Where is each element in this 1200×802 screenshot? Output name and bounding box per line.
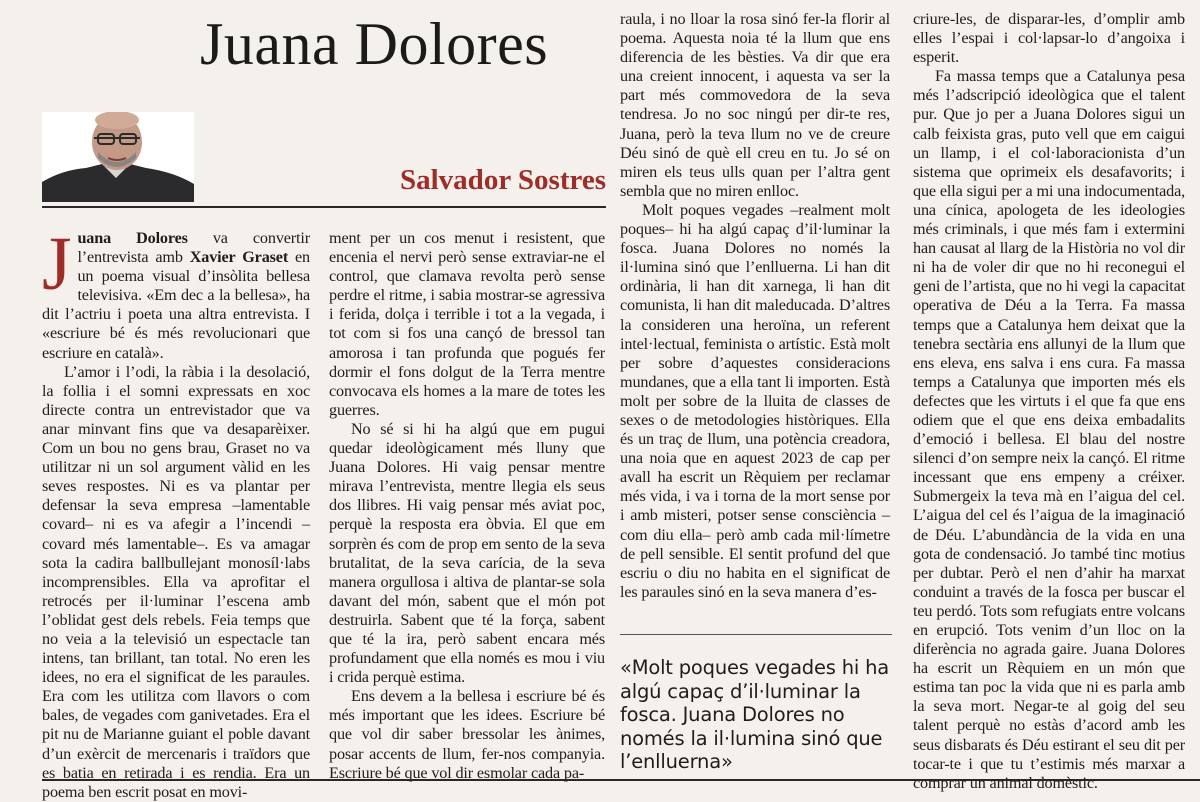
top-divider (42, 206, 606, 208)
column-4 (913, 10, 1185, 793)
body-paragraph: Molt poques vegades –realment molt poques– hi ha algú capaç d’il·luminar la fosca. Juana Dolores no només la il·lumina sinó que l’enlluerna. Li han dit ordinària, li han dit xarnega, li han dit comunista, li han dit maleducada. D’altres la consideren una heroïna, un referent intel·lectual, feminista o artístic. Està molt per sobre d’aquestes consideracions mundanes, que a ella tant li importen. Està molt per sobre de la lluita de classes de sexes o de metodologies històriques. Ella és un traç de llum, una potència creadora, una noia que en aquest 2023 de cap per avall ha escrit un Rèquiem per reclamar més vida, i va i torna de la mort sense por i amb misteri, potser sense consciència –com diu ella– però amb cada mil·límetre de pell sensible. El sentit profund del que escriu o diu no habita en el significat de les paraules sinó en la seva manera d’es- (620, 200, 890, 601)
interviewer-name: Xavier Graset (189, 248, 289, 267)
continued-paragraph: ment per un cos menut i resistent, que encenia el nervi però sense extraviar-ne el control, que clamava revolta però sense perdre el ritme, i sabia mostrar-se agressiva i ferida, dolça i terrible i tot a la vegada, i tot com si fos una cançó de bressol tan amorosa i tan profunda que pogués fer dormir el fons dolgut de la Terra mentre convocava els homes a la mare de totes les guerres. (329, 229, 605, 419)
author-photo (42, 112, 194, 202)
body-paragraph: No sé si hi ha algú que em pugui quedar ideològicament més lluny que Juana Dolores. Hi vaig pensar mentre mirava l’entrevista, mentre llegia els seus dos llibres. Hi vaig pensar més aviat poc, perquè la resposta era òbvia. El que em sorprèn és com de prop em sento de la seva brutalitat, de la seva carícia, de la seva manera orgullosa i altiva de plantar-se sola davant del món, sabent que el món pot destruirla. Sabent que té la força, sabent que té la ira, però sabent encara més profundament que ella només es mou i viu i crida perquè estima. (329, 419, 605, 687)
bottom-divider (42, 779, 1200, 781)
lead-paragraph: Juana Dolores va convertir l’entrevista amb Xavier Graset en un poema visual d’insòlita bellesa televisiva. «Em dec a la bellesa», ha dit l’actriu i poeta una altra entrevista. I «escriure bé és més revolucionari que escriure en català». (42, 222, 310, 362)
article-headline: Juana Dolores (200, 11, 549, 77)
body-paragraph: Fa massa temps que a Catalunya pesa més l’adscripció ideològica que el talent pur. Que jo per a Juana Dolores sigui un calb feixista gras, puto vell que em caigui un llamp, i el col·laboracionista d’un sistema que oprimeix els desafavorits; i que ella sigui per a mi una indocumentada, una cínica, apologeta de les ideologies més criminals, i que més fam i extermini han causat al llarg de la Història no vol dir ni ha de voler dir que no hi reconegui el geni de l’artista, que no hi vegi la capacitat operativa de Déu a la Terra. Fa massa temps que a Catalunya hem deixat que la tenebra sectària ens allunyi de la llum que ens eleva, ens salva i ens cura. Fa massa temps a Catalunya que importen més els defectes que les virtuts i el que fa que ens odiem que el que ens deixa embadalits d’emoció i bellesa. El blau del nostre silenci d’on sempre neix la cançó. El ritme incessant que ens empeny a créixer. Submergeix la teva mà en l’aigua del cel. L’aigua del cel és l’aigua de la imaginació de Déu. L’abundància de la vida en una gota de condensació. Jo també tinc motius per dubtar. Però el nen d’ahir ha marxat conduint a través de la fosca per buscar el teu perdó. Tots som refugiats entre volcans en erupció. Tots venim d’un lloc on la diferència no agrada gaire. Juana Dolores ha escrit un Rèquiem en un món que estima tan poc la vida que ni es parla amb la seva mort. Negar-te al goig del seu talent perquè no estàs d’acord amb les seus disbarats és Déu estirant el seu dit per tocar-te i que tu t’estimis més marxar a comprar un animal domèstic. (913, 67, 1185, 792)
body-paragraph: Ens devem a la bellesa i escriure bé és més important que les idees. Escriure bé que vol dir saber bressolar les ànimes, posar accents de llum, fer-nos companyia. Escriure bé que vol dir esmolar cada pa- (329, 687, 605, 782)
column-2 (329, 229, 605, 783)
continued-paragraph: raula, i no lloar la rosa sinó fer-la florir al poema. Aquesta noia té la llum que ens diferencia de les bèsties. Va dir que era una creient innocent, i aquesta va ser la part més commovedora de la seva tendresa. Jo no soc ningú per dir-te res, Juana, però la teva llum no ve de creure Déu sinó de què ell creu en tu. Jo sé on miren els teus ulls quan per l’altra gent sembla que no miren enlloc. (620, 10, 890, 200)
column-1 (42, 222, 310, 802)
author-byline: Salvador Sostres (400, 164, 606, 196)
lead-name: uana Dolores (77, 229, 188, 247)
pull-quote: «Molt poques vegades hi ha algú capaç d’il·luminar la fosca. Juana Dolores no només la il·lumina sinó que l’enlluerna» (620, 656, 890, 773)
column-3 (620, 10, 890, 602)
continued-paragraph: criure-les, de disparar-les, d’omplir amb elles l’espai i col·lapsar-lo d’angoixa i esperit. (913, 10, 1185, 67)
pullquote-divider (620, 634, 892, 635)
body-paragraph: L’amor i l’odi, la ràbia i la desolació, la follia i el somni expressats en xoc directe contra un entrevistador que va anar minvant fins que va desaparèixer. Com un bou no gens brau, Graset no va utilitzar ni un sol argument vàlid en les seves respostes. Ni es va plantar per defensar la seva empresa –lamentable covard– ni es va afegir a l’incendi –covard més lamentable–. Es va amagar sota la cadira ballbullejant monosíl·labs incomprensibles. Ella va aprofitar el retrocés per il·luminar l’escena amb l’oblidat gest dels rebels. Feia temps que no veia a la televisió un espectacle tan intens, tan brillant, tan total. No eren les idees, no era el significat de les paraules. Era com les utilitza com llavors o com bales, de vegades com ganivetades. Era el pit nu de Marianne guiant el poble davant d’un exèrcit de mercenaris i traïdors que es batia en retirada i es rendia. Era un poema ben escrit posat en movi- (42, 362, 310, 801)
drop-cap: J (42, 222, 72, 306)
